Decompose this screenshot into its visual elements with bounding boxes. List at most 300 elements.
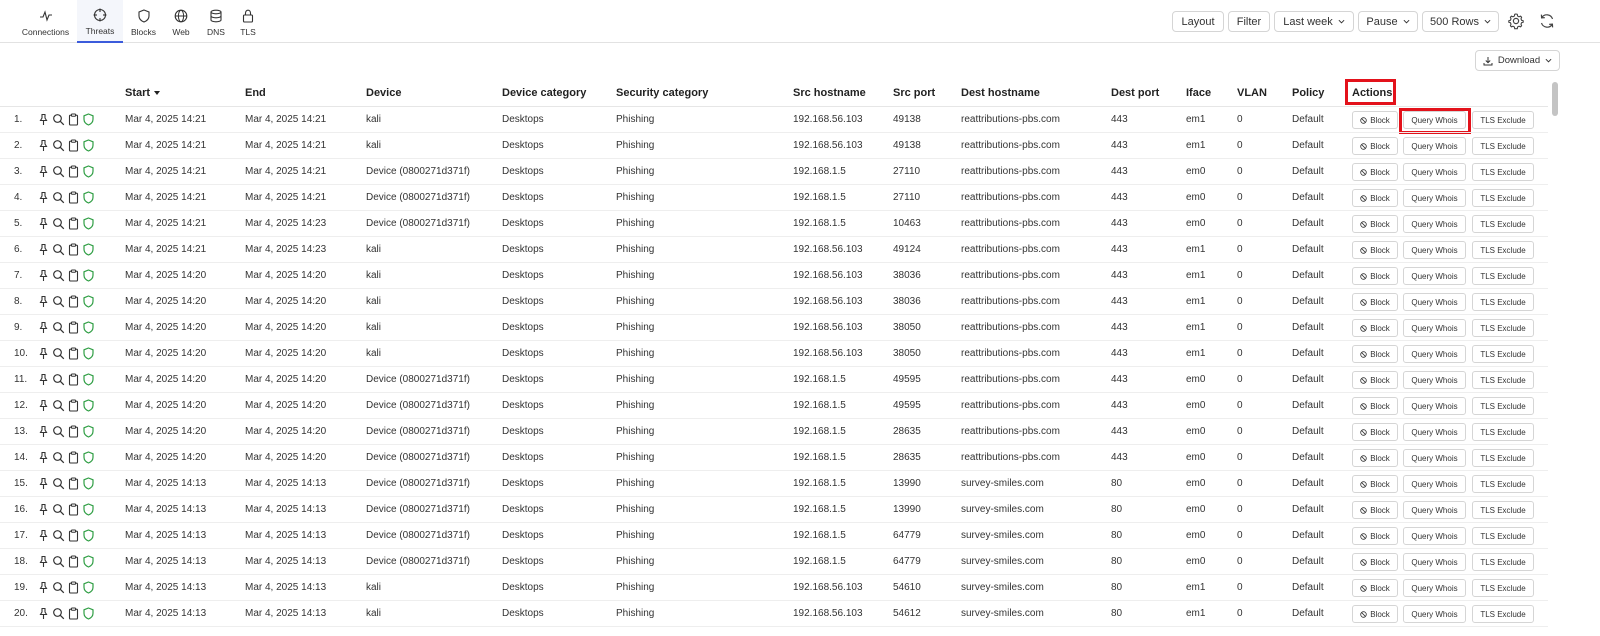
table-row[interactable] [0,445,1548,471]
clipboard-icon[interactable] [67,503,80,516]
tls-exclude-button[interactable] [1472,137,1534,155]
table-row[interactable] [0,575,1548,601]
cell-dest-port: 443 [1111,400,1128,411]
table-row[interactable] [0,367,1548,393]
clipboard-icon[interactable] [67,399,80,412]
query-whois-button[interactable] [1403,527,1466,545]
clipboard-icon[interactable] [67,425,80,438]
tls-exclude-button[interactable] [1472,371,1534,389]
cell-start: Mar 4, 2025 14:13 [125,530,207,541]
block-button[interactable] [1352,553,1398,571]
cell-vlan: 0 [1237,166,1243,177]
search-icon[interactable] [52,165,65,178]
block-button[interactable] [1352,579,1398,597]
cell-dest-hostname: survey-smiles.com [961,556,1044,567]
cell-end: Mar 4, 2025 14:13 [245,478,327,489]
table-row[interactable] [0,523,1548,549]
block-button[interactable] [1352,267,1398,285]
cell-iface: em0 [1186,530,1206,541]
query-whois-button[interactable] [1403,371,1466,389]
cell-device: kali [366,270,382,281]
block-button-label: Block [1370,505,1390,515]
search-icon[interactable] [52,451,65,464]
download-button[interactable] [1475,50,1560,71]
tls-exclude-button[interactable] [1472,189,1534,207]
cell-end: Mar 4, 2025 14:21 [245,114,327,125]
column-header-src-port[interactable]: Src port [893,87,936,99]
clipboard-icon[interactable] [67,217,80,230]
tab-dns[interactable] [201,0,231,43]
cell-device: kali [366,140,382,151]
query-whois-button[interactable] [1403,553,1466,571]
column-header-end[interactable]: End [245,87,266,99]
search-icon[interactable] [52,217,65,230]
query-whois-button-label: Query Whois [1411,609,1458,619]
table-row[interactable] [0,211,1548,237]
cell-dest-port: 443 [1111,296,1128,307]
table-row[interactable] [0,263,1548,289]
table-row[interactable] [0,601,1548,627]
query-whois-button[interactable] [1403,475,1466,493]
tls-exclude-button[interactable] [1472,215,1534,233]
query-whois-button-label: Query Whois [1411,375,1458,385]
cell-device-category: Desktops [502,166,544,177]
shield-check-icon[interactable] [82,503,95,516]
tls-exclude-button[interactable] [1472,111,1534,129]
block-button[interactable] [1352,189,1398,207]
query-whois-button[interactable] [1403,449,1466,467]
clipboard-icon[interactable] [67,321,80,334]
tls-exclude-button[interactable] [1472,501,1534,519]
tls-exclude-button[interactable] [1472,475,1534,493]
table-row[interactable] [0,341,1548,367]
table-row[interactable] [0,471,1548,497]
cell-vlan: 0 [1237,192,1243,203]
pin-icon[interactable] [37,295,50,308]
cell-device: Device (0800271d371f) [366,218,470,229]
top-bar [0,0,1600,43]
gear-icon [1507,12,1525,30]
pin-icon[interactable] [37,373,50,386]
row-icons [37,191,95,204]
cell-vlan: 0 [1237,322,1243,333]
cell-end: Mar 4, 2025 14:20 [245,426,327,437]
block-button[interactable] [1352,423,1398,441]
table-row[interactable] [0,133,1548,159]
cell-end: Mar 4, 2025 14:13 [245,608,327,619]
search-icon[interactable] [52,555,65,568]
table-row[interactable] [0,159,1548,185]
tls-exclude-button-label: TLS Exclude [1480,609,1526,619]
tab-web[interactable] [166,0,196,43]
cell-src-port: 13990 [893,504,921,515]
cell-src-port: 28635 [893,426,921,437]
table-row[interactable] [0,107,1548,133]
cell-dest-hostname: reattributions-pbs.com [961,426,1060,437]
refresh-button[interactable] [1538,12,1556,30]
search-icon[interactable] [52,191,65,204]
cell-src-hostname: 192.168.1.5 [793,530,846,541]
row-number: 4. [14,192,23,203]
pin-icon[interactable] [37,607,50,620]
pin-icon[interactable] [37,529,50,542]
tls-exclude-button[interactable] [1472,345,1534,363]
block-button[interactable] [1352,137,1398,155]
clipboard-icon[interactable] [67,165,80,178]
cell-src-port: 38050 [893,322,921,333]
column-header-policy[interactable]: Policy [1292,87,1325,99]
shield-check-icon[interactable] [82,113,95,126]
pin-icon[interactable] [37,503,50,516]
cell-start: Mar 4, 2025 14:13 [125,504,207,515]
cell-src-port: 49595 [893,400,921,411]
shield-check-icon[interactable] [82,477,95,490]
clipboard-icon[interactable] [67,347,80,360]
query-whois-button[interactable] [1403,423,1466,441]
cell-src-port: 64779 [893,556,921,567]
shield-check-icon[interactable] [82,555,95,568]
cell-src-port: 13990 [893,478,921,489]
tls-exclude-button-label: TLS Exclude [1480,167,1526,177]
table-row[interactable] [0,549,1548,575]
search-icon[interactable] [52,425,65,438]
cell-iface: em1 [1186,244,1206,255]
settings-button[interactable] [1507,12,1525,30]
query-whois-button[interactable] [1403,137,1466,155]
row-icons [37,503,95,516]
cell-policy: Default [1292,582,1324,593]
block-button[interactable] [1352,215,1398,233]
clipboard-icon[interactable] [67,243,80,256]
chevron-down-icon [1484,18,1491,25]
table-row[interactable] [0,185,1548,211]
pin-icon[interactable] [37,217,50,230]
block-button[interactable] [1352,397,1398,415]
table-row[interactable] [0,289,1548,315]
cell-vlan: 0 [1237,244,1243,255]
clipboard-icon[interactable] [67,269,80,282]
cell-src-hostname: 192.168.56.103 [793,270,863,281]
period-dropdown[interactable] [1274,11,1354,32]
clipboard-icon[interactable] [67,191,80,204]
cell-dest-port: 443 [1111,114,1128,125]
block-button[interactable] [1352,501,1398,519]
scrollbar[interactable] [1552,82,1558,116]
filter-button-label: Filter [1236,15,1262,28]
cell-device-category: Desktops [502,452,544,463]
tab-blocks[interactable] [127,0,160,43]
pin-icon[interactable] [37,243,50,256]
cell-dest-port: 80 [1111,608,1123,619]
shield-check-icon[interactable] [82,269,95,282]
pause-dropdown[interactable] [1358,11,1418,32]
table-row[interactable] [0,237,1548,263]
query-whois-button[interactable] [1403,293,1466,311]
pin-icon[interactable] [37,347,50,360]
shield-check-icon[interactable] [82,607,95,620]
query-whois-button-label: Query Whois [1411,193,1458,203]
clipboard-icon[interactable] [67,373,80,386]
query-whois-button[interactable] [1403,267,1466,285]
tls-exclude-button[interactable] [1472,267,1534,285]
cell-start: Mar 4, 2025 14:20 [125,270,207,281]
search-icon[interactable] [52,529,65,542]
pin-icon[interactable] [37,139,50,152]
row-number: 8. [14,296,23,307]
tab-threats[interactable] [77,0,123,43]
search-icon[interactable] [52,321,65,334]
cell-src-hostname: 192.168.56.103 [793,114,863,125]
block-button[interactable] [1352,527,1398,545]
cell-vlan: 0 [1237,374,1243,385]
tls-exclude-button[interactable] [1472,527,1534,545]
query-whois-button[interactable] [1403,319,1466,337]
query-whois-button[interactable] [1403,397,1466,415]
cell-security-category: Phishing [616,400,655,411]
cell-end: Mar 4, 2025 14:23 [245,244,327,255]
search-icon[interactable] [52,373,65,386]
shield-check-icon[interactable] [82,529,95,542]
search-icon[interactable] [52,295,65,308]
query-whois-button-label: Query Whois [1411,557,1458,567]
cell-end: Mar 4, 2025 14:13 [245,556,327,567]
tls-exclude-button[interactable] [1472,293,1534,311]
filter-button[interactable] [1228,11,1270,32]
cell-device: Device (0800271d371f) [366,452,470,463]
table-row[interactable] [0,315,1548,341]
tls-exclude-button-label: TLS Exclude [1480,479,1526,489]
cell-vlan: 0 [1237,140,1243,151]
clipboard-icon[interactable] [67,139,80,152]
cell-src-port: 38050 [893,348,921,359]
pin-icon[interactable] [37,191,50,204]
query-whois-button-label: Query Whois [1411,115,1458,125]
block-button[interactable] [1352,605,1398,623]
block-button[interactable] [1352,449,1398,467]
query-whois-button[interactable] [1403,605,1466,623]
shield-check-icon[interactable] [82,295,95,308]
search-icon[interactable] [52,139,65,152]
search-icon[interactable] [52,113,65,126]
cell-src-port: 10463 [893,218,921,229]
tls-exclude-button[interactable] [1472,423,1534,441]
shield-check-icon[interactable] [82,581,95,594]
shield-check-icon[interactable] [82,399,95,412]
block-button[interactable] [1352,241,1398,259]
cell-iface: em0 [1186,504,1206,515]
cell-device: Device (0800271d371f) [366,166,470,177]
tab-blocks-label: Blocks [130,27,157,37]
cell-policy: Default [1292,192,1324,203]
pin-icon[interactable] [37,425,50,438]
cell-src-hostname: 192.168.56.103 [793,296,863,307]
shield-check-icon[interactable] [82,425,95,438]
cell-iface: em1 [1186,348,1206,359]
search-icon[interactable] [52,581,65,594]
clipboard-icon[interactable] [67,607,80,620]
query-whois-button[interactable] [1403,345,1466,363]
search-icon[interactable] [52,269,65,282]
cell-security-category: Phishing [616,452,655,463]
clipboard-icon[interactable] [67,555,80,568]
shield-check-icon[interactable] [82,321,95,334]
search-icon[interactable] [52,477,65,490]
tls-exclude-button[interactable] [1472,553,1534,571]
row-icons [37,295,95,308]
search-icon[interactable] [52,243,65,256]
cell-dest-port: 443 [1111,270,1128,281]
pin-icon[interactable] [37,321,50,334]
query-whois-button[interactable] [1403,501,1466,519]
row-number: 15. [14,478,28,489]
tls-exclude-button[interactable] [1472,241,1534,259]
row-icons [37,217,95,230]
tls-exclude-button-label: TLS Exclude [1480,453,1526,463]
tls-exclude-button[interactable] [1472,449,1534,467]
cell-security-category: Phishing [616,608,655,619]
shield-check-icon[interactable] [82,165,95,178]
pin-icon[interactable] [37,581,50,594]
cell-iface: em1 [1186,608,1206,619]
cell-src-port: 49124 [893,244,921,255]
shield-check-icon[interactable] [82,139,95,152]
pin-icon[interactable] [37,165,50,178]
download-icon [1483,56,1493,66]
cell-device-category: Desktops [502,582,544,593]
cell-src-hostname: 192.168.1.5 [793,452,846,463]
cell-security-category: Phishing [616,192,655,203]
block-button[interactable] [1352,111,1398,129]
cell-device: Device (0800271d371f) [366,400,470,411]
tls-exclude-button-label: TLS Exclude [1480,297,1526,307]
column-header-security-category[interactable]: Security category [616,87,709,99]
column-header-dest-port[interactable]: Dest port [1111,87,1160,99]
query-whois-button[interactable] [1403,579,1466,597]
column-header-start[interactable] [125,87,160,99]
layout-button[interactable] [1172,11,1224,32]
row-number: 20. [14,608,28,619]
tls-exclude-button-label: TLS Exclude [1480,115,1526,125]
cell-src-hostname: 192.168.1.5 [793,478,846,489]
tls-exclude-button[interactable] [1472,605,1534,623]
clipboard-icon[interactable] [67,451,80,464]
pin-icon[interactable] [37,451,50,464]
table-row[interactable] [0,393,1548,419]
block-button[interactable] [1352,293,1398,311]
shield-check-icon[interactable] [82,243,95,256]
search-icon[interactable] [52,503,65,516]
column-header-src-hostname[interactable]: Src hostname [793,87,866,99]
column-header-device-category[interactable]: Device category [502,87,587,99]
cell-dest-hostname: reattributions-pbs.com [961,166,1060,177]
cell-start: Mar 4, 2025 14:20 [125,296,207,307]
column-header-actions[interactable]: Actions [1352,87,1393,99]
cell-security-category: Phishing [616,296,655,307]
rows-dropdown[interactable] [1422,11,1499,32]
block-button[interactable] [1352,163,1398,181]
column-header-iface[interactable]: Iface [1186,87,1212,99]
block-button[interactable] [1352,319,1398,337]
clipboard-icon[interactable] [67,295,80,308]
clipboard-icon[interactable] [67,581,80,594]
cell-iface: em0 [1186,374,1206,385]
pin-icon[interactable] [37,269,50,282]
shield-check-icon[interactable] [82,451,95,464]
row-number: 13. [14,426,28,437]
shield-check-icon[interactable] [82,373,95,386]
block-button[interactable] [1352,345,1398,363]
cell-start: Mar 4, 2025 14:20 [125,374,207,385]
cell-dest-port: 443 [1111,452,1128,463]
cell-dest-hostname: reattributions-pbs.com [961,114,1060,125]
query-whois-button[interactable] [1403,163,1466,181]
cell-policy: Default [1292,452,1324,463]
clipboard-icon[interactable] [67,477,80,490]
query-whois-button[interactable] [1403,241,1466,259]
cell-end: Mar 4, 2025 14:20 [245,322,327,333]
table-row[interactable] [0,419,1548,445]
tls-exclude-button-label: TLS Exclude [1480,505,1526,515]
cell-security-category: Phishing [616,322,655,333]
shield-check-icon[interactable] [82,347,95,360]
ban-icon [1360,351,1367,358]
pin-icon[interactable] [37,555,50,568]
tab-tls[interactable] [235,0,261,43]
block-button-label: Block [1370,453,1390,463]
pin-icon[interactable] [37,113,50,126]
clipboard-icon[interactable] [67,529,80,542]
tls-exclude-button-label: TLS Exclude [1480,219,1526,229]
tls-exclude-button[interactable] [1472,579,1534,597]
query-whois-button[interactable] [1403,111,1466,129]
pin-icon[interactable] [37,399,50,412]
search-icon[interactable] [52,399,65,412]
column-header-vlan[interactable]: VLAN [1237,87,1267,99]
cell-src-port: 49138 [893,140,921,151]
shield-check-icon[interactable] [82,191,95,204]
shield-check-icon[interactable] [82,217,95,230]
query-whois-button-label: Query Whois [1411,219,1458,229]
tab-connections[interactable] [18,0,73,43]
cell-device-category: Desktops [502,608,544,619]
tls-exclude-button[interactable] [1472,163,1534,181]
ban-icon [1360,507,1367,514]
cell-start: Mar 4, 2025 14:13 [125,608,207,619]
cell-dest-port: 443 [1111,166,1128,177]
tls-exclude-button-label: TLS Exclude [1480,531,1526,541]
block-button[interactable] [1352,371,1398,389]
pin-icon[interactable] [37,477,50,490]
query-whois-button[interactable] [1403,215,1466,233]
column-header-device[interactable]: Device [366,87,402,99]
query-whois-button[interactable] [1403,189,1466,207]
table-row[interactable] [0,497,1548,523]
tls-exclude-button[interactable] [1472,319,1534,337]
column-header-dest-hostname[interactable]: Dest hostname [961,87,1040,99]
ban-icon [1360,169,1367,176]
block-button-label: Block [1370,479,1390,489]
clipboard-icon[interactable] [67,113,80,126]
cell-dest-port: 443 [1111,244,1128,255]
search-icon[interactable] [52,347,65,360]
cell-policy: Default [1292,426,1324,437]
block-button[interactable] [1352,475,1398,493]
query-whois-button-label: Query Whois [1411,349,1458,359]
tls-exclude-button[interactable] [1472,397,1534,415]
search-icon[interactable] [52,607,65,620]
cell-vlan: 0 [1237,400,1243,411]
cell-start: Mar 4, 2025 14:21 [125,192,207,203]
